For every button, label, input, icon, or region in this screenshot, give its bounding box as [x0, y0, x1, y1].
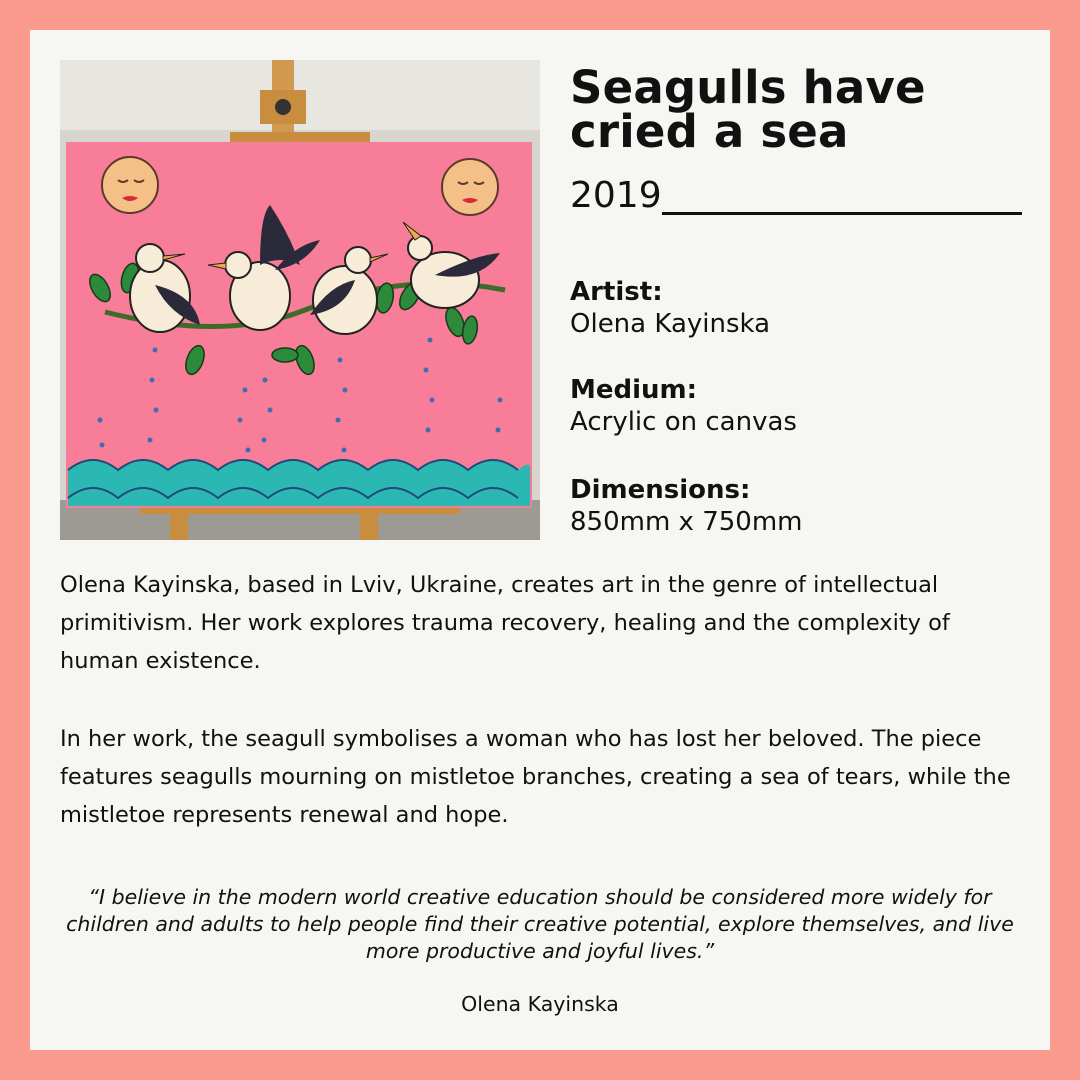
dimensions-label: Dimensions:: [570, 475, 751, 505]
artwork-title: Seagulls have cried a sea: [570, 61, 926, 158]
painting-illustration: [60, 60, 540, 540]
title-underline: [662, 212, 1022, 215]
bio-paragraph: In her work, the seagull symbolises a woman who has lost her beloved. The piece features seagulls mourning on mistletoe branches, creating a sea of tears, while the mistletoe represents renewal and hope.: [60, 726, 1011, 828]
medium-label: Medium:: [570, 375, 698, 405]
artist-value: Olena Kayinska: [570, 309, 771, 339]
artist-quote: “I believe in the modern world creative education should be considered more widely for children and adults to help people find their creative potential, explore themselves, and live more productive and joyful lives.”: [66, 885, 1014, 963]
quote-author: Olena Kayinska: [461, 992, 619, 1016]
sea-icon: [68, 460, 530, 506]
medium-value: Acrylic on canvas: [570, 407, 797, 437]
artwork-card: [30, 30, 1050, 1050]
medium-detail: [570, 374, 1030, 438]
painting-photo: [60, 60, 540, 540]
artwork-year: 2019: [570, 175, 662, 216]
dimensions-value: 850mm x 750mm: [570, 507, 803, 537]
artist-label: Artist:: [570, 277, 663, 307]
year-row: [570, 176, 1022, 216]
sun-face-icon: [102, 157, 158, 213]
dimensions-detail: [570, 474, 1030, 538]
artist-detail: [570, 276, 1030, 340]
sun-face-icon: [442, 159, 498, 215]
bio-paragraph: Olena Kayinska, based in Lviv, Ukraine, creates art in the genre of intellectual primitivism. Her work explores trauma recovery, healing and the complexity of human existence.: [60, 572, 950, 674]
